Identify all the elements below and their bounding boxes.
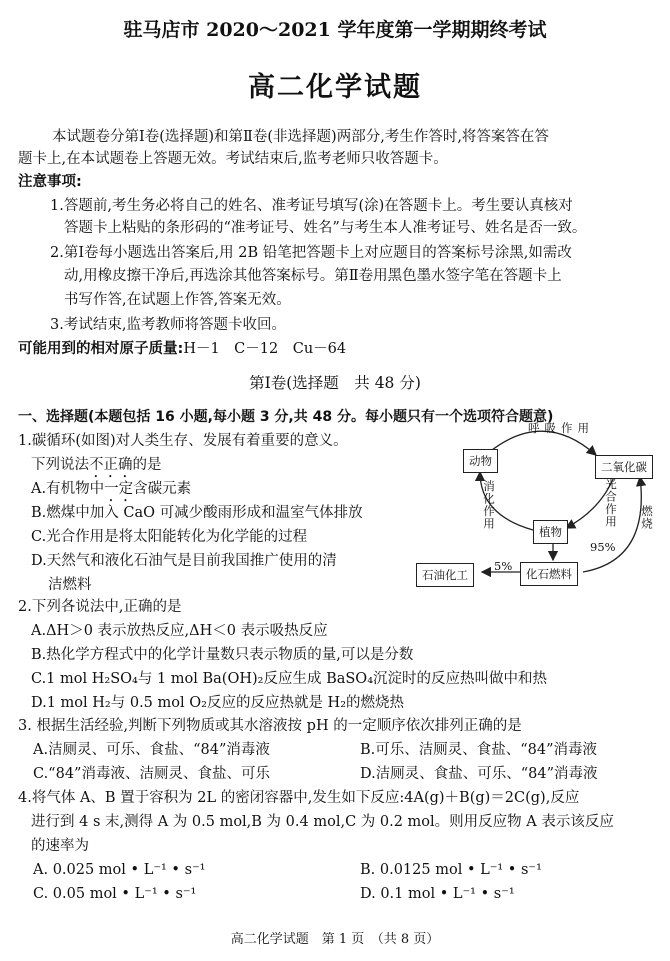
q1-sub-emphasis: 不正确 bbox=[89, 457, 133, 473]
q3-option-a: A.洁厕灵、可乐、食盐、“84”消毒液 bbox=[33, 742, 270, 758]
node-co2: 二氧化碳 bbox=[595, 455, 653, 479]
q4-stem-3: 的速率为 bbox=[31, 838, 89, 854]
q1-a-post: 含碳元素 bbox=[133, 481, 192, 497]
q4-option-a: A. 0.025 mol • L⁻¹ • s⁻¹ bbox=[33, 862, 206, 878]
intro-line-2: 题卡上,在本试题卷上答题无效。考试结束后,监考老师只收答题卡。 bbox=[18, 151, 448, 167]
q2-stem: 2.下列各说法中,正确的是 bbox=[18, 599, 182, 615]
q3-stem: 3. 根据生活经验,判断下列物质或其水溶液按 pH 的一定顺序依次排列正确的是 bbox=[18, 718, 522, 734]
node-fossil-fuel: 化石燃料 bbox=[520, 562, 578, 586]
exam-title: 驻马店市 2020～2021 学年度第一学期期终考试 bbox=[123, 19, 547, 41]
notes-line-1: 1.答题前,考生务必将自己的姓名、准考证号填写(涂)在答题卡上。考生要认真核对 bbox=[50, 198, 573, 214]
node-animal: 动物 bbox=[463, 449, 498, 473]
label-respiration: 呼吸作用 bbox=[528, 421, 594, 435]
part1-header: 一、选择题(本题包括 16 小题,每小题 3 分,共 48 分。每小题只有一个选项符合题意) bbox=[18, 409, 554, 425]
q2-option-a: A.ΔH＞0 表示放热反应,ΔH＜0 表示吸热反应 bbox=[31, 623, 328, 639]
notes-line-3: 2.第Ⅰ卷每小题选出答案后,用 2B 铅笔把答题卡上对应题目的答案标号涂黑,如需改 bbox=[50, 245, 572, 261]
label-digestion: 消化作用 bbox=[482, 480, 496, 530]
node-petrochemical: 石油化工 bbox=[416, 563, 474, 587]
q4-option-c: C. 0.05 mol • L⁻¹ • s⁻¹ bbox=[33, 886, 197, 902]
q3-option-b: B.可乐、洁厕灵、食盐、“84”消毒液 bbox=[360, 742, 598, 758]
atomic-mass-label: 可能用到的相对原子质量: bbox=[18, 341, 184, 357]
q1-option-d: D.天然气和液化石油气是目前我国推广使用的清 bbox=[31, 553, 337, 569]
subject-title: 高二化学试题 bbox=[248, 72, 422, 103]
notes-line-4: 动,用橡皮擦干净后,再选涂其他答案标号。第Ⅱ卷用黑色墨水签字笔在答题卡上 bbox=[64, 268, 562, 284]
section-title: 第Ⅰ卷(选择题 共 48 分) bbox=[249, 374, 421, 392]
q1-a-pre: A.有机物中 bbox=[31, 481, 105, 497]
q4-option-b: B. 0.0125 mol • L⁻¹ • s⁻¹ bbox=[360, 862, 542, 878]
label-photosynthesis: 光合作用 bbox=[604, 478, 618, 528]
q1-option-c: C.光合作用是将太阳能转化为化学能的过程 bbox=[31, 529, 308, 545]
label-5-percent: 5% bbox=[494, 559, 513, 573]
q4-stem-2: 进行到 4 s 末,测得 A 为 0.5 mol,B 为 0.4 mol,C 为 0.2 mol。则用反应物 A 表示该反应 bbox=[31, 814, 614, 830]
q1-a-emphasis: 一定 bbox=[104, 481, 134, 497]
intro-line-1: 本试题卷分第Ⅰ卷(选择题)和第Ⅱ卷(非选择题)两部分,考生作答时,将答案答在答 bbox=[52, 129, 549, 145]
q1-sub-pre: 下列说法 bbox=[31, 457, 89, 473]
node-plant: 植物 bbox=[533, 520, 568, 544]
q1-stem: 1.碳循环(如图)对人类生存、发展有着重要的意义。 bbox=[18, 433, 348, 449]
q1-sub-post: 的是 bbox=[132, 457, 162, 473]
q1-option-b: B.燃煤中加入 CaO 可减少酸雨形成和温室气体排放 bbox=[31, 505, 363, 521]
notes-line-2: 答题卡上粘贴的条形码的“准考证号、姓名”与考生本人准考证号、姓名是否一致。 bbox=[64, 220, 587, 236]
q2-option-b: B.热化学方程式中的化学计量数只表示物质的量,可以是分数 bbox=[31, 647, 414, 663]
atomic-mass-values: H－1 C－12 Cu－64 bbox=[183, 341, 347, 357]
q2-option-d: D.1 mol H₂与 0.5 mol O₂反应的反应热就是 H₂的燃烧热 bbox=[31, 695, 405, 711]
q4-option-d: D. 0.1 mol • L⁻¹ • s⁻¹ bbox=[360, 886, 515, 902]
q2-option-c: C.1 mol H₂SO₄与 1 mol Ba(OH)₂反应生成 BaSO₄沉淀时的反应热叫做中和热 bbox=[31, 671, 548, 687]
q3-option-d: D.洁厕灵、食盐、可乐、“84”消毒液 bbox=[360, 766, 598, 782]
notes-line-6: 3.考试结束,监考教师将答题卡收回。 bbox=[50, 317, 286, 333]
page-footer: 高二化学试题 第 1 页 （共 8 页） bbox=[230, 932, 440, 947]
notes-line-5: 书写作答,在试题上作答,答案无效。 bbox=[64, 292, 291, 308]
q3-option-c: C.“84”消毒液、洁厕灵、食盐、可乐 bbox=[33, 766, 270, 782]
notes-heading: 注意事项: bbox=[18, 174, 82, 190]
label-95-percent: 95% bbox=[590, 540, 616, 554]
label-burning: 燃烧 bbox=[640, 505, 654, 530]
q1-option-d-cont: 洁燃料 bbox=[48, 577, 92, 593]
q4-stem-1: 4.将气体 A、B 置于容积为 2L 的密闭容器中,发生如下反应:4A(g)＋B(g)＝2C(g),反应 bbox=[18, 790, 580, 806]
